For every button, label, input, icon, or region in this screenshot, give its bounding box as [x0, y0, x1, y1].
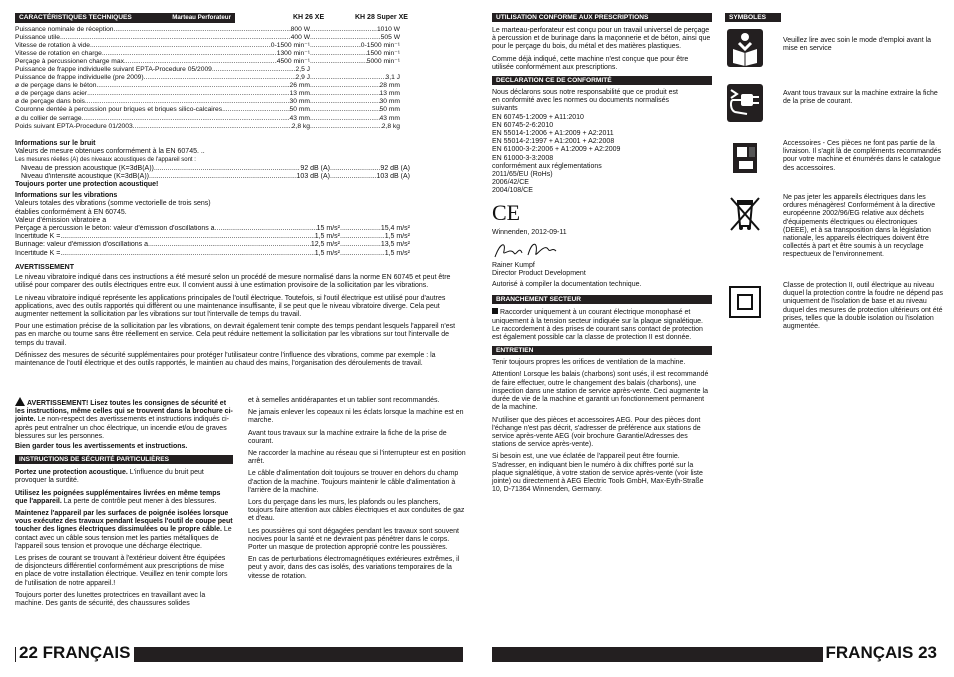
spec-value-2: 28 mm	[379, 82, 400, 90]
spec-dots	[114, 26, 291, 34]
value-1: 1,5 m/s²	[314, 233, 340, 241]
col-b-p3: Ne raccorder la machine au réseau que si l'interrupteur est en position arrêt.	[248, 450, 466, 466]
noise-small: Les mesures réelles (A) des niveaux acoustiques de l'appareil sont :	[15, 157, 196, 164]
spec-cell-1	[15, 34, 310, 42]
spec-dots-2	[310, 98, 380, 106]
p5: Toujours porter des lunettes protectrices en travaillant avec la machine. Des gants de sécurité, des chaussures solides	[15, 591, 206, 608]
decl-line: EN 60745-2-6:2010	[492, 121, 554, 129]
avert-p2: Le niveau vibratoire indiqué représente les applications principales de l'outil électrique. Toutefois, si l'outil électrique est utilisé pour d'autres applications, avec des outils rapportés qui diffèrent ou une maintenance insuffisante, il se peut que le niveau vibratoire diverge. Cela peut augmenter nettement la sollicitation par les vibrations sur tout l'intervalle de temps du travail.	[15, 294, 446, 319]
vibration-rows	[15, 225, 415, 258]
unplug-icon	[727, 84, 763, 122]
spec-label: ø de perçage dans bois	[15, 98, 85, 106]
spec-dots	[85, 98, 290, 106]
entretien-bar: ENTRETIEN	[492, 346, 712, 355]
spec-cell-1	[15, 42, 310, 50]
spec-dots	[87, 90, 289, 98]
value-dots-2	[330, 165, 380, 173]
spec-cell-2	[310, 123, 400, 131]
noise-intro: Valeurs de mesure obtenues conformément à la EN 60745. ..	[15, 148, 205, 156]
spec-dots-2	[310, 26, 377, 34]
value-label: Niveau de pression acoustique (K=3dB(A))	[21, 164, 154, 172]
square-bullet-icon	[492, 308, 498, 314]
noise-title: Informations sur le bruit	[15, 140, 96, 147]
usage-p1: Le marteau-perforateur est conçu pour un travail universel de perçage à percussion et de burinage dans la maçonnerie et de béton, ainsi que pour le perçage du bois, du métal et des matières plastiques.	[492, 27, 711, 51]
spec-cell-1	[15, 82, 310, 90]
value-row	[15, 173, 410, 181]
decl-line: EN 60745-1:2009 + A11:2010	[492, 113, 584, 121]
spec-table	[15, 26, 463, 131]
avert-p1: Le niveau vibratoire indiqué dans ces instructions a été mesuré selon un procédé de mesure normalisé dans la norme EN 60745 et peut être utilisé pour comparer des outils électriques entre eux. Il convient aussi à une estimation provisoire de la sollicitation par les vibrations.	[15, 274, 451, 290]
right-page	[477, 0, 954, 677]
spec-cell-1	[15, 115, 310, 123]
page-number-left: 22	[19, 643, 38, 662]
value-2: 1,5 m/s²	[384, 233, 410, 241]
spec-title: CARACTÉRISTIQUES TECHNIQUES	[19, 14, 132, 21]
value-2: 92 dB (A)	[380, 164, 410, 172]
symbols-header	[725, 13, 940, 23]
ce-mark: CE	[492, 199, 521, 225]
spec-row	[15, 74, 463, 82]
decl-line: EN 55014-1:2006 + A1:2009 + A2:2011	[492, 130, 614, 138]
value-2: 15,4 m/s²	[380, 225, 410, 233]
avert-p4: Définissez des mesures de sécurité supplémentaires pour protéger l'utilisateur contre l'influence des vibrations, comme par exemple : la maintenance de l'outil électrique et des outils rapportés, le maintien au chaud des mains, l'organisation des déroulements de travail.	[15, 351, 436, 368]
value-cell-1	[15, 233, 340, 241]
p1-bold: Portez une protection acoustique.	[15, 469, 128, 477]
spec-row	[15, 34, 463, 42]
vibration-label: Valeur d'émission vibratoire a	[15, 216, 107, 224]
spec-value-1: 2,8 kg	[291, 122, 310, 130]
spec-dots	[126, 58, 277, 66]
signature-image	[492, 239, 562, 261]
spec-value-1: 4500 min⁻¹	[276, 58, 310, 66]
value-row	[15, 233, 410, 241]
page-number-right: 23	[918, 643, 937, 662]
value-row	[15, 225, 410, 233]
spec-row	[15, 58, 463, 66]
p4: Les prises de courant se trouvant à l'extérieur doivent être équipées de disjoncteurs différentiel conformément aux prescriptions de mise en place de votre installation électrique. Veuillez en tenir compte lors de l'utilisation de notre appareil.!	[15, 555, 228, 587]
value-label: Burinage: valeur d'émission d'oscillations a	[15, 241, 149, 249]
spec-value-1: 800 W	[290, 26, 310, 33]
value-cell-1	[15, 225, 340, 233]
language-left: FRANÇAIS	[42, 643, 131, 662]
vibration-title: Informations sur les vibrations	[15, 192, 118, 200]
value-dots-2	[340, 241, 381, 249]
spec-cell-2	[310, 90, 400, 98]
safety-col-b	[248, 397, 466, 585]
spec-subtitle: Marteau Perforateur	[172, 14, 231, 21]
noise-rows	[15, 165, 415, 181]
spec-value-1: 1300 min⁻¹	[276, 50, 310, 58]
noise-section	[15, 140, 415, 258]
value-cell-2	[330, 173, 410, 181]
entretien-p3: N'utiliser que des pièces et accessoires AEG. Pour des pièces dont l'échange n'est pas décrit, s'adresser de préférence aux stations de service après-vente AEG (voir brochure Garantie/Adresses des stations de service après-vente).	[492, 416, 701, 449]
spec-dots-2	[310, 34, 381, 42]
spec-value-1: 0-1500 min⁻¹	[270, 42, 310, 50]
value-row	[15, 165, 410, 173]
spec-dots	[60, 34, 291, 42]
value-dots-2	[330, 173, 377, 181]
p1-rest: L'influence du bruit peut provoquer la surdité.	[15, 469, 204, 485]
entretien-p1: Tenir toujours propres les orifices de ventilation de la machine.	[492, 359, 686, 367]
spec-cell-2	[310, 82, 400, 90]
spec-dots-2	[310, 106, 380, 114]
branchement-text: Raccorder uniquement à un courant électrique monophasé et uniquement à la tension secteur indiquée sur la plaque signalétique. Le raccordement à des prises de courant sans contact de protection est également possible car la classe de protection II est donnée.	[492, 309, 703, 342]
value-2: 13,5 m/s²	[380, 241, 410, 249]
right-col-c	[492, 13, 712, 498]
decl-bar: DECLARATION CE DE CONFORMITÉ	[492, 76, 712, 85]
spec-cell-2	[310, 58, 400, 66]
value-row	[15, 250, 410, 258]
weee-bin-icon	[727, 194, 763, 232]
spec-value-1: 13 mm	[289, 90, 310, 98]
spec-label: Vitesse de rotation à vide	[15, 42, 90, 50]
spec-row	[15, 42, 463, 50]
value-1: 15 m/s²	[316, 225, 340, 233]
value-cell-1	[15, 250, 340, 258]
spec-cell-1	[15, 74, 310, 82]
spec-value-2: 1010 W	[376, 26, 400, 33]
value-dots	[60, 250, 314, 258]
value-cell-2	[340, 250, 410, 258]
decl-line: 2011/65/EU (RoHs)	[492, 171, 553, 179]
spec-value-1: 26 mm	[289, 82, 310, 90]
value-1: 1,5 m/s²	[314, 249, 340, 257]
spec-value-2: 30 mm	[379, 98, 400, 106]
spec-dots-2	[310, 115, 380, 123]
spec-label: ø du collier de serrage	[15, 114, 82, 122]
entretien-p4: Si besoin est, une vue éclatée de l'appareil peut être fournie. S'adresser, en indiquant bien le numéro à dix chiffres porté sur la plaque signalétique, à votre station de service après-vente (voir liste jointe) ou directement à AEG Electric Tools GmbH, Max-Eyth-Straße 10, D-71364 Winnenden, Germany.	[492, 453, 704, 494]
warn-bold: AVERTISSEMENT! Lisez toutes les consignes de sécurité et les instructions, même celles qui se trouvent dans la brochure ci-jointe.	[15, 400, 233, 424]
spec-value-1: 400 W	[290, 34, 310, 42]
spec-value-2: 43 mm	[379, 114, 400, 122]
value-cell-2	[330, 165, 410, 173]
spec-value-1: 43 mm	[289, 114, 310, 122]
p2-bold: Utilisez les poignées supplémentaires livrées en même temps que l'appareil.	[15, 489, 221, 505]
decl-lines	[492, 89, 712, 196]
spec-label: Puissance utile	[15, 34, 60, 42]
spec-cell-1	[15, 123, 310, 131]
value-label: Perçage à percussion le béton: valeur d'émission d'oscillations a	[15, 225, 215, 233]
symbol-text-3: Ne pas jeter les appareils électriques dans les ordures ménagères! Conformément à la directive européenne 2002/96/EG relative aux déchets d'équipements électriques ou électroniques (DEEE), et à sa transposition dans la législation nationale, les appareils électriques doivent être collectés à part et être soumis à un recyclage respectueux de l'environnement.	[783, 194, 936, 259]
decl-line: conformément aux réglementations	[492, 162, 602, 170]
spec-dots-2	[310, 123, 382, 131]
spec-label: Poids suivant EPTA-Procedure 01/2003	[15, 122, 133, 130]
spec-dots-2	[310, 74, 386, 82]
value-1: 12,5 m/s²	[310, 241, 340, 249]
spec-value-2: 0-1500 min⁻¹	[360, 42, 400, 50]
spec-row	[15, 82, 463, 90]
spec-cell-2	[310, 74, 400, 82]
spec-header	[15, 13, 463, 23]
usage-bar: UTILISATION CONFORME AUX PRESCRIPTIONS	[492, 13, 712, 22]
spec-row	[15, 50, 463, 58]
spec-header-bar	[15, 13, 235, 23]
symbol-text-2: Accessoires - Ces pièces ne font pas partie de la livraison. Il s'agit là de compléments recommandés pour votre machine et énumérés dans le catalogue des accessoires.	[783, 140, 942, 172]
spec-dots	[222, 106, 289, 114]
usage-p2: Comme déjà indiqué, cette machine n'est conçue que pour être utilisée conformément aux prescriptions.	[492, 55, 689, 71]
decl-line: Nous déclarons sous notre responsabilité que ce produit est	[492, 89, 678, 97]
value-dots	[154, 165, 301, 173]
spec-value-1: 30 mm	[289, 98, 310, 106]
entretien-p2: Attention! Lorsque les balais (charbons) sont usés, il est recommandé de faire effectuer, outre le changement des balais (charbons), une inspection dans une station de service après-vente. Ceci augmente la durée de vie de la machine et garantit un fonctionnement permanent de la machine.	[492, 371, 709, 412]
value-dots-2	[340, 225, 381, 233]
spec-label: ø de perçage dans le béton	[15, 82, 97, 90]
warning-triangle-icon	[15, 397, 25, 406]
spec-cell-1	[15, 26, 310, 34]
spec-dots-2	[310, 90, 380, 98]
spec-dots	[82, 115, 290, 123]
spec-value-2: 5000 min⁻¹	[366, 58, 400, 66]
vibration-intro: Valeurs totales des vibrations (somme vectorielle de trois sens) établies conformément à EN 60745.	[15, 200, 211, 216]
p3-rest: Le contact avec un câble sous tension met les parties métalliques de l'appareil sous tension et provoque une décharge électrique.	[15, 526, 232, 550]
spec-row	[15, 123, 463, 131]
value-cell-2	[340, 241, 410, 249]
spec-value-2: 13 mm	[379, 90, 400, 98]
spec-row	[15, 98, 463, 106]
value-cell-1	[15, 241, 340, 249]
footer-right	[823, 642, 941, 664]
spec-dots-2	[310, 42, 361, 50]
value-dots-2	[340, 233, 385, 241]
keep-instructions: Bien garder tous les avertissements et instructions.	[15, 443, 188, 451]
spec-row	[15, 26, 463, 34]
spec-value-1: 50 mm	[289, 106, 310, 114]
avert-title: AVERTISSEMENT	[15, 264, 74, 271]
value-1: 92 dB (A)	[300, 164, 330, 172]
safety-col-a	[15, 397, 233, 612]
col-b-p7: En cas de perturbations électromagnétiques extérieures extrêmes, il peut y avoir, dans des cas isolés, des variations temporaires de la vitesse de rotation.	[248, 556, 460, 580]
spec-cell-1	[15, 90, 310, 98]
decl-line: EN 61000-3-3:2008	[492, 154, 554, 162]
spec-dots	[102, 50, 277, 58]
value-cell-2	[340, 233, 410, 241]
value-dots	[60, 233, 314, 241]
col-b-p2: Avant tous travaux sur la machine extraire la fiche de la prise de courant.	[248, 429, 447, 445]
decl-line: EN 55014-2:1997 + A1:2001 + A2:2008	[492, 138, 615, 146]
value-label: Niveau d'intensité acoustique (K=3dB(A))	[21, 172, 149, 180]
symbol-text-0: Veuillez lire avec soin le mode d'emploi avant la mise en service	[783, 37, 932, 53]
spec-row	[15, 66, 463, 74]
branchement-bar: BRANCHEMENT SECTEUR	[492, 295, 712, 304]
spec-cell-1	[15, 50, 310, 58]
spec-col-1: KH 26 XE	[293, 13, 325, 21]
spec-cell-2	[310, 50, 400, 58]
value-label: Incertitude K =	[15, 233, 61, 241]
spec-row	[15, 115, 463, 123]
value-cell-1	[15, 165, 330, 173]
safety-section-bar: INSTRUCTIONS DE SÉCURITÉ PARTICULIÈRES	[15, 455, 233, 464]
p3-bold: Maintenez l'appareil par les surfaces de poignée isolées lorsque vous exécutez des travaux pendant lesquels l'outil de coupe peut toucher des lignes électriques dissimulées ou le propre câble.	[15, 510, 233, 534]
spec-row	[15, 106, 463, 114]
decl-line: 2004/108/CE	[492, 187, 533, 195]
spec-value-2: 3,1 J	[385, 74, 400, 82]
spec-cell-2	[310, 26, 400, 34]
decl-line: suivants	[492, 105, 518, 113]
spec-label: Puissance de frappe individuelle suivant EPTA-Procedure 05/2009	[15, 66, 212, 74]
spec-label: Perçage à percussionen charge max.	[15, 58, 126, 66]
spec-cell-1	[15, 98, 310, 106]
spec-value-1: 2,9 J	[295, 74, 310, 82]
avert-p3: Pour une estimation précise de la sollicitation par les vibrations, on devrait également tenir compte des temps pendant lesquels l'appareil n'est pas en marche ou tourne sans être réellement en service. Cela peut réduire nettement la sollicitation par les vibrations sur tout l'intervalle de temps du travail.	[15, 323, 456, 347]
col-b-p6: Les poussières qui sont dégagées pendant les travaux sont souvent nocives pour la santé et ne devraient pas pénétrer dans le corps. Porter un masque de protection approprié contre les poussières.	[248, 527, 459, 552]
class-ii-icon	[727, 283, 763, 321]
spec-cell-2	[310, 66, 400, 74]
spec-dots	[96, 82, 289, 90]
decl-line: en conformité avec les normes ou documents normalisés	[492, 97, 670, 105]
symbol-text-1: Avant tous travaux sur la machine extraire la fiche de la prise de courant.	[783, 90, 938, 106]
spec-label: Vitesse de rotation en charge	[15, 50, 102, 58]
spec-label: ø de perçage dans acier	[15, 90, 88, 98]
spec-dots-2	[310, 58, 367, 66]
value-row	[15, 241, 410, 249]
col-b-p4: Le câble d'alimentation doit toujours se trouver en dehors du champ d'action de la machine. Toujours maintenir le câble d'alimentation à l'arrière de la machine.	[248, 470, 459, 494]
spec-value-1: 2,5 J	[295, 66, 310, 74]
spec-dots	[90, 42, 271, 50]
decl-place-date: Winnenden, 2012-09-11	[492, 228, 567, 236]
p2-rest: La perte de contrôle peut mener à des blessures.	[61, 497, 217, 505]
spec-value-2: 2,8 kg	[381, 122, 400, 130]
col-b-p1: Ne jamais enlever les copeaux ni les éclats lorsque la machine est en marche.	[248, 409, 464, 425]
warn-rest: Le non-respect des avertissements et instructions indiqués ci-après peut entraîner un choc électrique, un incendie et/ou de graves blessures sur les personnes.	[15, 416, 229, 440]
spec-cell-1	[15, 58, 310, 66]
symbols-bar: SYMBOLES	[725, 13, 781, 22]
decl-line: EN 61000-3-2:2006 + A1:2009 + A2:2009	[492, 146, 621, 154]
noise-warning: Toujours porter une protection acoustique!	[15, 181, 159, 189]
col-b-p0: et à semelles antidérapantes et un tablier sont recommandés.	[248, 397, 440, 404]
footer-left	[16, 642, 134, 664]
spec-value-2: 505 W	[380, 34, 400, 42]
value-2: 103 dB (A)	[376, 172, 410, 180]
spec-cell-2	[310, 42, 400, 50]
value-dots-2	[340, 250, 385, 258]
avert-section	[15, 264, 463, 372]
col-b-p5: Lors du perçage dans les murs, les plafonds ou les planchers, toujours faire attention aux câbles électriques et aux conduites de gaz et d'eau.	[248, 499, 465, 523]
spec-label: Couronne dentée à percussion pour briques et briques silico-calcaires	[15, 106, 223, 114]
value-1: 103 dB (A)	[296, 172, 330, 180]
spec-dots-2	[310, 50, 367, 58]
spec-cell-2	[310, 34, 400, 42]
value-dots	[215, 225, 317, 233]
spec-col-2: KH 28 Super XE	[355, 13, 408, 21]
spec-cell-2	[310, 98, 400, 106]
decl-role: Director Product Development	[492, 270, 586, 278]
accessories-icon	[727, 139, 763, 177]
spec-label: Puissance de frappe individuelle (pre 2009)	[15, 74, 144, 82]
spec-row	[15, 90, 463, 98]
manual-read-icon	[727, 29, 763, 67]
spec-dots	[212, 66, 296, 74]
decl-name: Rainer Kumpf	[492, 261, 535, 269]
value-cell-1	[15, 173, 330, 181]
spec-cell-2	[310, 106, 400, 114]
spec-cell-2	[310, 115, 400, 123]
decl-auth: Autorisé à compiler la documentation technique.	[492, 281, 642, 289]
spec-dots	[133, 123, 292, 131]
spec-cell-1	[15, 66, 310, 74]
spec-value-2: 1500 min⁻¹	[366, 50, 400, 58]
spec-label: Puissance nominale de réception	[15, 26, 114, 33]
spec-cell-1	[15, 106, 310, 114]
language-right: FRANÇAIS	[825, 643, 914, 662]
decl-line: 2006/42/CE	[492, 179, 529, 187]
value-2: 1,5 m/s²	[384, 249, 410, 257]
spec-value-2: 50 mm	[379, 106, 400, 114]
value-cell-2	[340, 225, 410, 233]
value-dots	[148, 241, 311, 249]
symbol-text-4: Classe de protection II, outil électrique au niveau duquel la protection contre la foudre ne dépend pas uniquement de l'isolation de base et au niveau duquel des mesures de protection ultérieurs ont été prises, telles que la double isolation ou l'isolation augmentée.	[783, 282, 943, 331]
spec-dots	[144, 74, 296, 82]
spec-dots-2	[310, 82, 380, 90]
value-dots	[149, 173, 297, 181]
value-label: Incertitude K =	[15, 249, 61, 257]
